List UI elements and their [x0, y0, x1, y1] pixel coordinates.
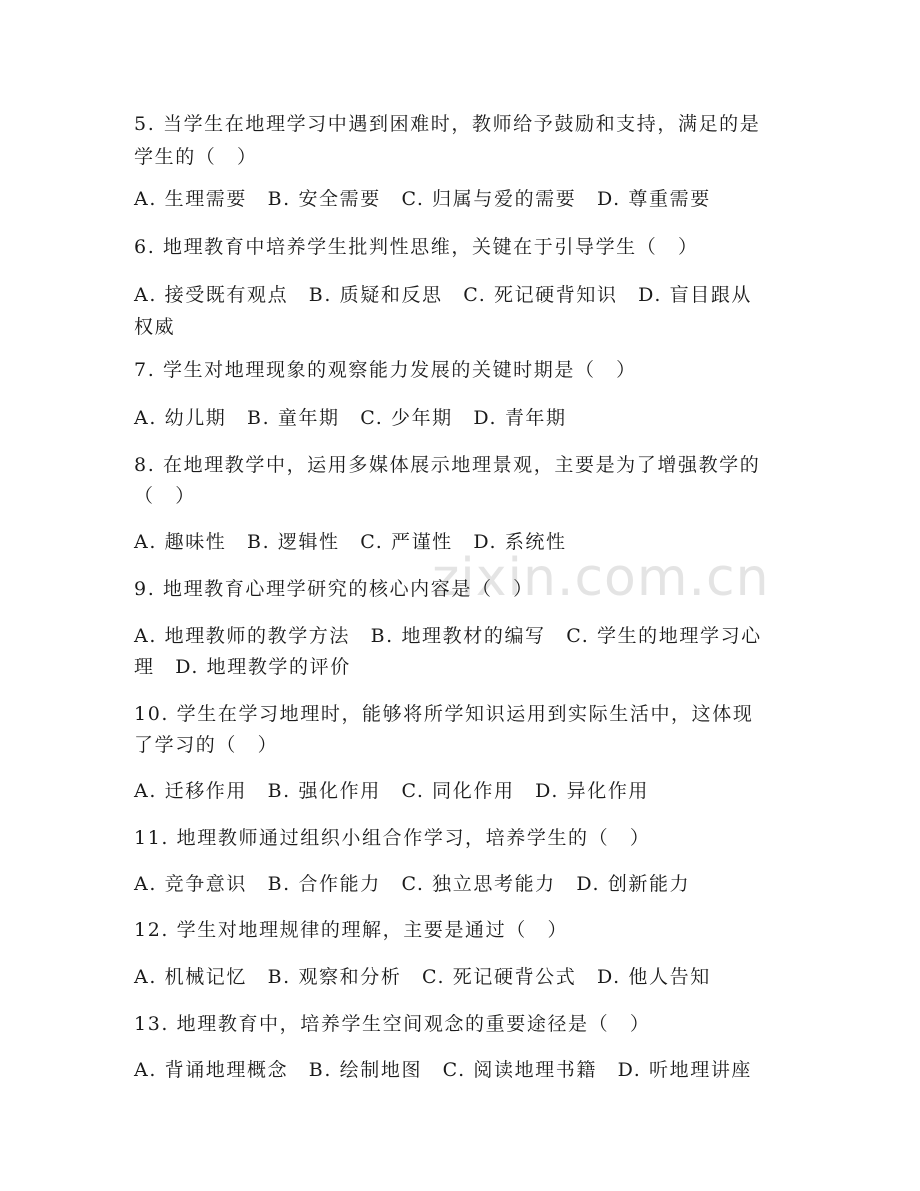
question-12-options: A. 机械记忆 B. 观察和分析 C. 死记硬背公式 D. 他人告知 [134, 966, 711, 988]
question-6-stem: 6. 地理教育中培养学生批判性思维，关键在于引导学生（ ） [134, 236, 699, 258]
question-7-stem: 7. 学生对地理现象的观察能力发展的关键时期是（ ） [134, 359, 637, 381]
watermark: zixin.com.cn [432, 548, 770, 608]
question-10-options: A. 迁移作用 B. 强化作用 C. 同化作用 D. 异化作用 [134, 780, 650, 802]
question-5-options: A. 生理需要 B. 安全需要 C. 归属与爱的需要 D. 尊重需要 [134, 188, 711, 210]
question-11-options: A. 竞争意识 B. 合作能力 C. 独立思考能力 D. 创新能力 [134, 873, 691, 895]
question-5-stem-line-1: 5. 当学生在地理学习中遇到困难时，教师给予鼓励和支持，满足的是 [134, 113, 761, 135]
question-13-options: A. 背诵地理概念 B. 绘制地图 C. 阅读地理书籍 D. 听地理讲座 [134, 1059, 753, 1081]
question-6-options-line-1: A. 接受既有观点 B. 质疑和反思 C. 死记硬背知识 D. 盲目跟从 [134, 284, 753, 306]
question-12-stem: 12. 学生对地理规律的理解，主要是通过（ ） [134, 919, 569, 941]
question-5-stem-line-2: 学生的（ ） [134, 146, 258, 168]
question-8-stem-line-2: （ ） [134, 485, 196, 507]
question-6-options-line-2: 权威 [134, 316, 176, 338]
question-9-stem: 9. 地理教育心理学研究的核心内容是（ ） [134, 578, 534, 600]
question-7-options: A. 幼儿期 B. 童年期 C. 少年期 D. 青年期 [134, 407, 567, 429]
question-8-stem-line-1: 8. 在地理教学中，运用多媒体展示地理景观，主要是为了增强教学的 [134, 454, 761, 476]
question-8-options: A. 趣味性 B. 逻辑性 C. 严谨性 D. 系统性 [134, 531, 567, 553]
question-10-stem-line-2: 了学习的（ ） [134, 734, 279, 756]
question-13-stem: 13. 地理教育中，培养学生空间观念的重要途径是（ ） [134, 1013, 651, 1035]
question-9-options-line-1: A. 地理教师的教学方法 B. 地理教材的编写 C. 学生的地理学习心 [134, 625, 762, 647]
question-10-stem-line-1: 10. 学生在学习地理时，能够将所学知识运用到实际生活中，这体现 [134, 703, 754, 725]
question-11-stem: 11. 地理教师通过组织小组合作学习，培养学生的（ ） [134, 827, 651, 849]
question-9-options-line-2: 理 D. 地理教学的评价 [134, 656, 351, 678]
